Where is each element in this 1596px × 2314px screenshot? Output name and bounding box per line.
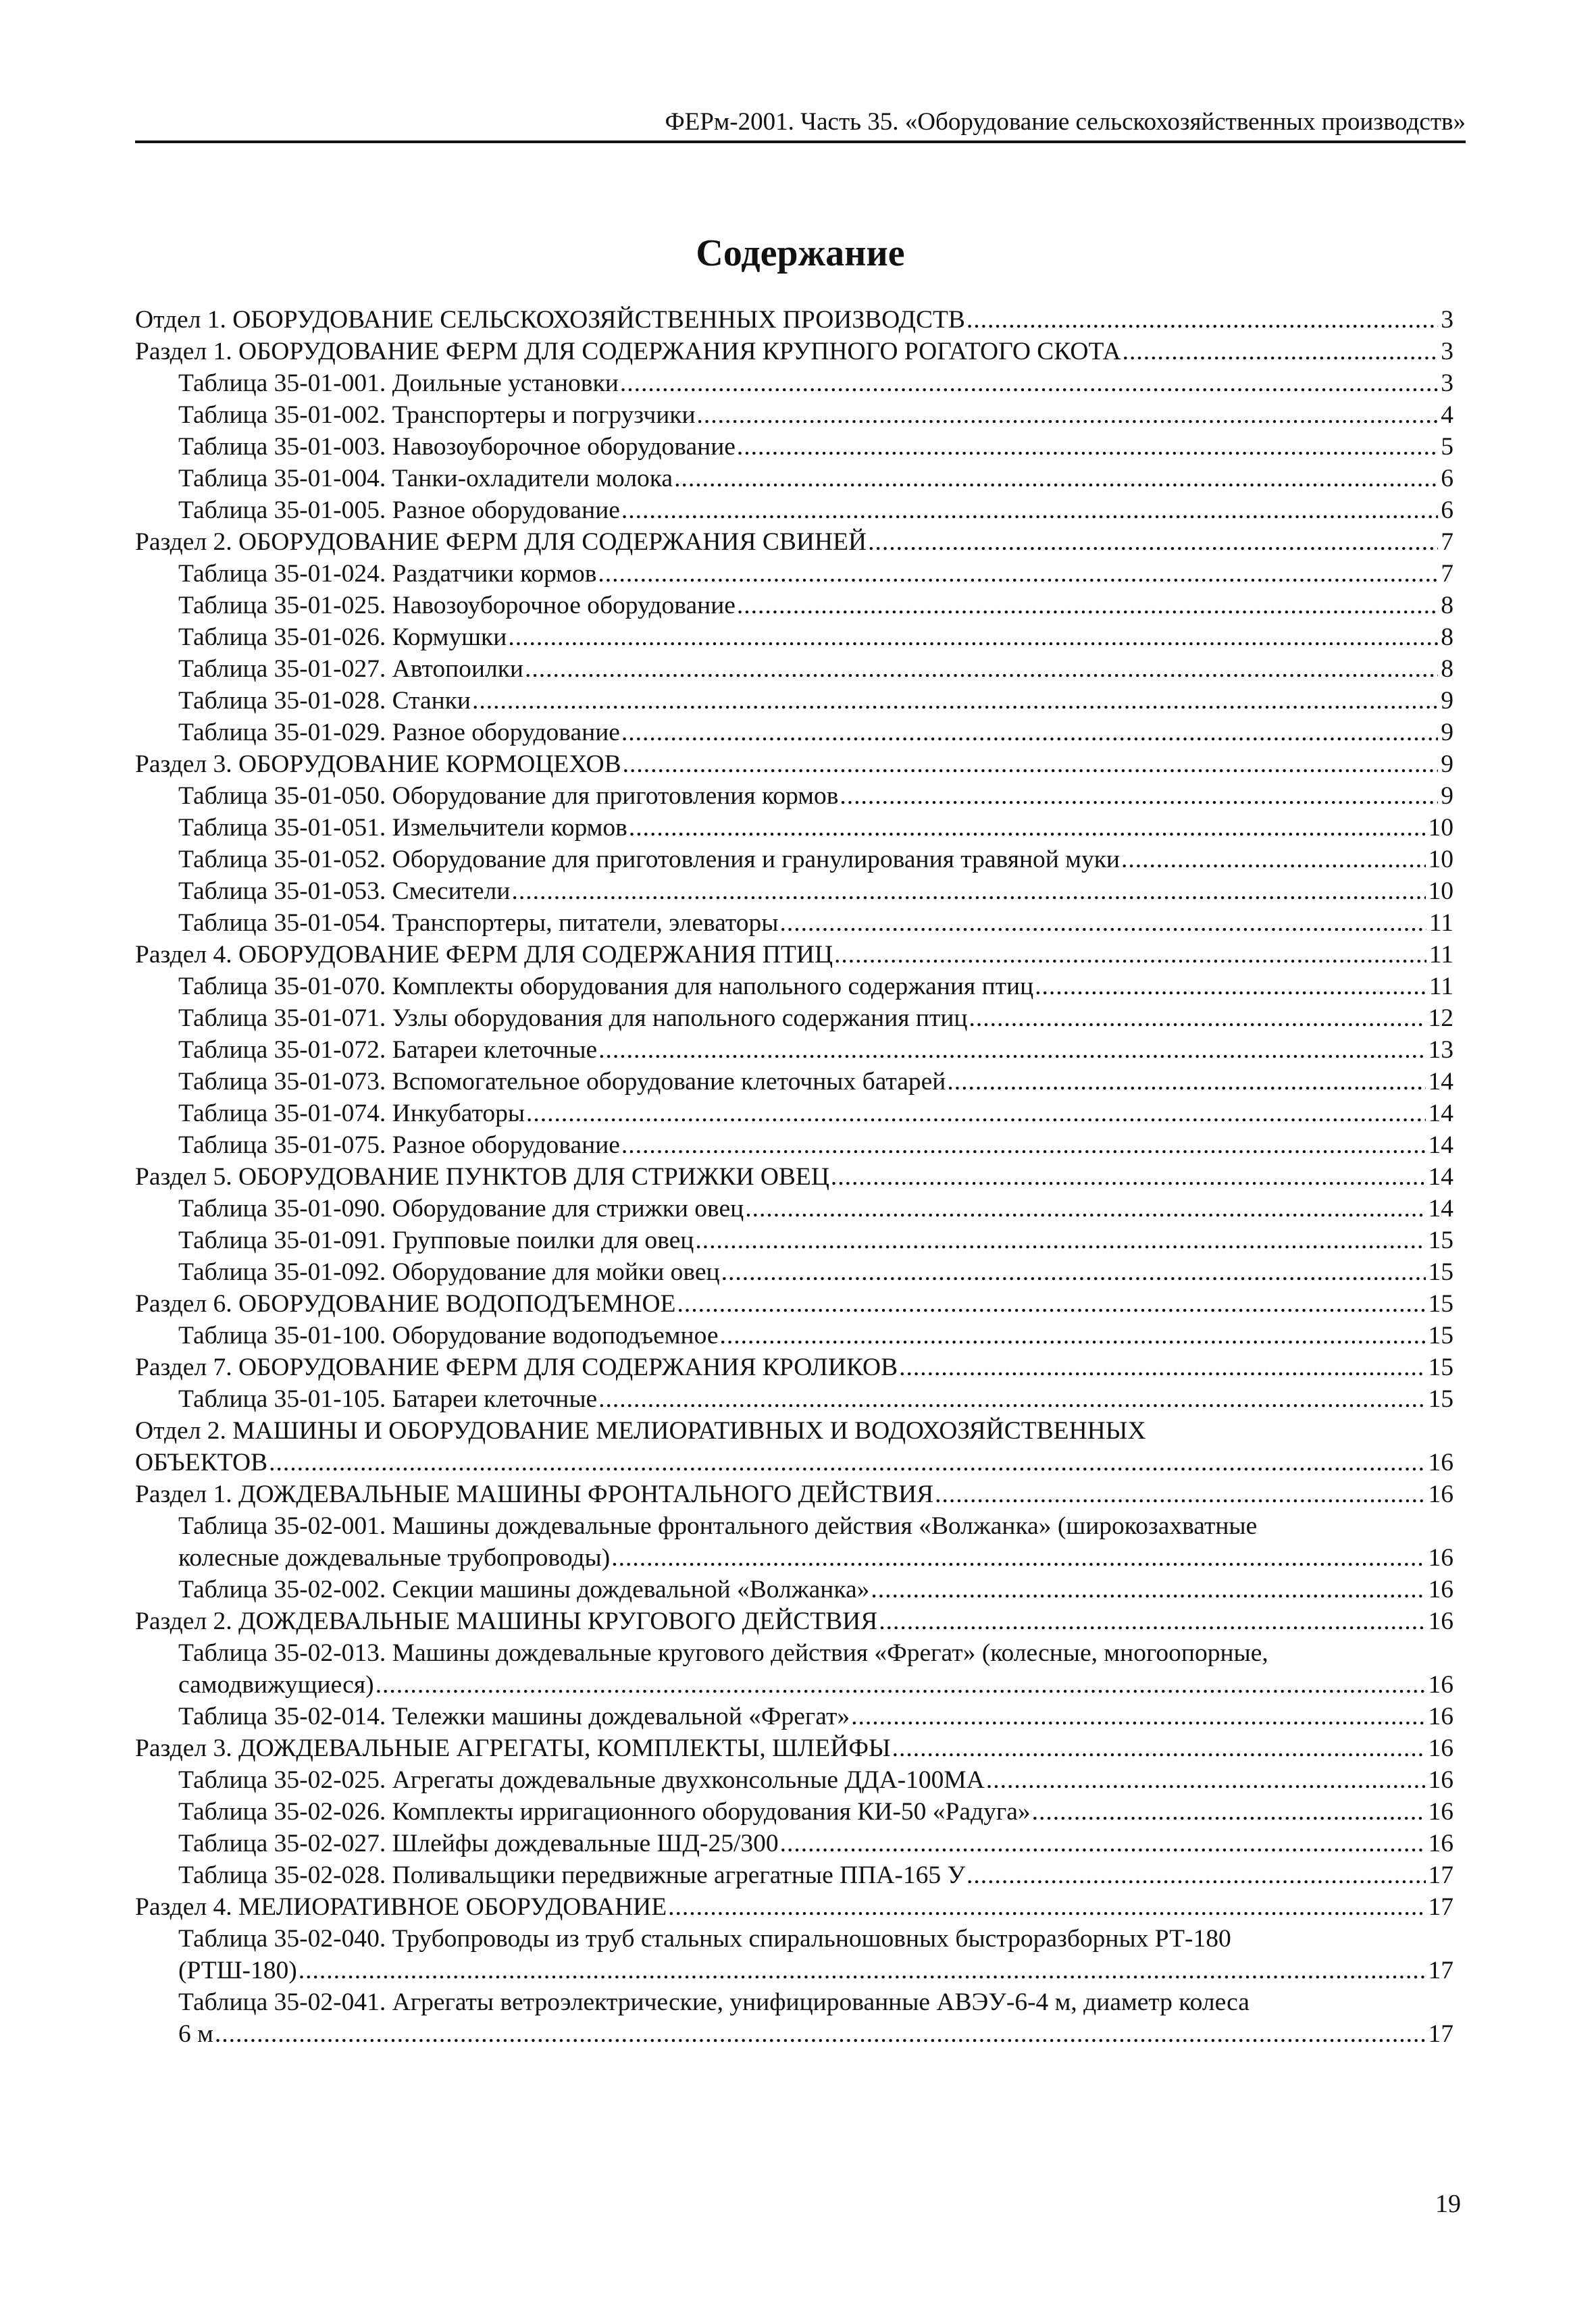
toc-entry[interactable] bbox=[135, 939, 1453, 971]
dot-leader bbox=[1032, 1796, 1426, 1828]
dot-leader bbox=[840, 780, 1438, 812]
toc-entry-continuation bbox=[178, 2018, 1453, 2050]
toc-entry-text: Таблица 35-01-100. Оборудование водоподъемное bbox=[178, 1322, 719, 1349]
toc-entry[interactable] bbox=[135, 1129, 1453, 1161]
toc-page-ref: 9 bbox=[1441, 750, 1453, 778]
toc-entry-text: Таблица 35-01-091. Групповые поилки для овец bbox=[178, 1227, 694, 1254]
toc-entry[interactable] bbox=[135, 717, 1453, 748]
toc-entry[interactable] bbox=[135, 1986, 1453, 2050]
toc-entry-text-continued: (РТШ-180) bbox=[178, 1957, 297, 1984]
dot-leader bbox=[899, 1352, 1425, 1383]
toc-entry[interactable] bbox=[135, 1859, 1453, 1891]
dot-leader bbox=[719, 1320, 1425, 1352]
dot-leader bbox=[695, 1225, 1425, 1256]
toc-page-ref: 7 bbox=[1441, 528, 1453, 556]
dot-leader bbox=[269, 1447, 1425, 1479]
toc-entry-text: Таблица 35-02-002. Секции машины дождевальной «Волжанка» bbox=[178, 1576, 870, 1603]
toc-entry-text: Таблица 35-02-026. Комплекты ирригационного оборудования КИ-50 «Радуга» bbox=[178, 1798, 1031, 1826]
toc-entry[interactable] bbox=[135, 558, 1453, 590]
toc-entry-text: Раздел 3. ДОЖДЕВАЛЬНЫЕ АГРЕГАТЫ, КОМПЛЕКТЫ, ШЛЕЙФЫ bbox=[135, 1734, 891, 1762]
toc-entry-text: Таблица 35-01-105. Батареи клеточные bbox=[178, 1385, 598, 1413]
dot-leader bbox=[598, 1383, 1425, 1415]
toc-entry[interactable] bbox=[135, 431, 1453, 463]
toc-entry-text: Таблица 35-01-050. Оборудование для приготовления кормов bbox=[178, 782, 839, 810]
page-title: Содержание bbox=[696, 232, 905, 274]
toc-entry[interactable] bbox=[135, 1891, 1453, 1923]
toc-entry-text: Раздел 2. ОБОРУДОВАНИЕ ФЕРМ ДЛЯ СОДЕРЖАНИЯ СВИНЕЙ bbox=[135, 528, 867, 556]
toc-entry[interactable] bbox=[135, 1352, 1453, 1383]
toc-entry-text-continued: самодвижущиеся) bbox=[178, 1671, 374, 1699]
toc-page-ref: 3 bbox=[1441, 369, 1453, 397]
toc-page-ref: 16 bbox=[1428, 1481, 1453, 1508]
dot-leader bbox=[935, 1479, 1425, 1510]
dot-leader bbox=[668, 1891, 1425, 1923]
toc-page-ref: 9 bbox=[1441, 687, 1453, 715]
toc-page-ref: 6 bbox=[1441, 496, 1453, 524]
toc-entry[interactable] bbox=[135, 780, 1453, 812]
toc-entry[interactable] bbox=[135, 1764, 1453, 1796]
toc-page-ref: 14 bbox=[1428, 1131, 1453, 1159]
toc-page-ref: 16 bbox=[1428, 1798, 1453, 1826]
dot-leader bbox=[1035, 971, 1426, 1002]
dot-leader bbox=[780, 1828, 1426, 1859]
toc-page-ref: 11 bbox=[1428, 909, 1453, 937]
dot-leader bbox=[508, 621, 1438, 653]
dot-leader bbox=[868, 526, 1438, 558]
toc-entry-text: Раздел 7. ОБОРУДОВАНИЕ ФЕРМ ДЛЯ СОДЕРЖАНИЯ КРОЛИКОВ bbox=[135, 1354, 898, 1381]
toc-page-ref: 16 bbox=[1428, 1703, 1453, 1730]
toc-entry-text: Таблица 35-01-072. Батареи клеточные bbox=[178, 1036, 598, 1064]
toc-entry[interactable] bbox=[135, 1701, 1453, 1732]
dot-leader bbox=[621, 1129, 1426, 1161]
toc-entry-text: Таблица 35-02-028. Поливальщики передвижные агрегатные ППА-165 У bbox=[178, 1861, 966, 1889]
toc-entry[interactable] bbox=[135, 1034, 1453, 1066]
dot-leader bbox=[629, 812, 1426, 844]
toc-entry[interactable] bbox=[135, 1161, 1453, 1193]
toc-page-ref: 7 bbox=[1441, 560, 1453, 588]
toc-page-ref: 3 bbox=[1441, 338, 1453, 365]
dot-leader bbox=[967, 1859, 1425, 1891]
toc-entry[interactable] bbox=[135, 1510, 1453, 1574]
toc-entry-text: Таблица 35-01-075. Разное оборудование bbox=[178, 1131, 620, 1159]
toc-entry-text: Таблица 35-01-051. Измельчители кормов bbox=[178, 814, 627, 842]
toc-page-ref: 13 bbox=[1428, 1036, 1453, 1064]
dot-leader bbox=[611, 1542, 1425, 1574]
toc-entry[interactable] bbox=[135, 1098, 1453, 1129]
toc-page-ref: 15 bbox=[1428, 1322, 1453, 1349]
dot-leader bbox=[892, 1732, 1426, 1764]
toc-page-ref: 16 bbox=[1428, 1576, 1453, 1603]
toc-entry-text: Таблица 35-01-004. Танки-охладители молока bbox=[178, 465, 673, 492]
dot-leader bbox=[620, 367, 1438, 399]
dot-leader bbox=[674, 463, 1438, 494]
toc-entry-text: Таблица 35-01-027. Автопоилки bbox=[178, 655, 523, 683]
toc-entry-text: Таблица 35-01-002. Транспортеры и погрузчики bbox=[178, 401, 696, 429]
toc-entry-text: Таблица 35-02-001. Машины дождевальные фронтального действия «Волжанка» (широкозахватные bbox=[178, 1512, 1258, 1540]
toc-entry-continuation bbox=[178, 1955, 1453, 1986]
toc-page-ref: 16 bbox=[1428, 1544, 1453, 1572]
toc-entry[interactable] bbox=[135, 1320, 1453, 1352]
toc-entry[interactable] bbox=[135, 844, 1453, 875]
dot-leader bbox=[526, 1098, 1425, 1129]
toc-page-ref: 9 bbox=[1441, 782, 1453, 810]
dot-leader bbox=[986, 1764, 1426, 1796]
toc-entry-text: Раздел 5. ОБОРУДОВАНИЕ ПУНКТОВ ДЛЯ СТРИЖКИ ОВЕЦ bbox=[135, 1163, 829, 1191]
toc-entry-text: Раздел 1. ОБОРУДОВАНИЕ ФЕРМ ДЛЯ СОДЕРЖАНИЯ КРУПНОГО РОГАТОГО СКОТА bbox=[135, 338, 1121, 365]
dot-leader bbox=[879, 1605, 1425, 1637]
toc-entry-text: Таблица 35-01-090. Оборудование для стрижки овец bbox=[178, 1195, 744, 1223]
toc-entry[interactable] bbox=[135, 1288, 1453, 1320]
toc-page-ref: 16 bbox=[1428, 1734, 1453, 1762]
toc-entry-text-continued: 6 м bbox=[178, 2020, 213, 2048]
toc-entry-text: Таблица 35-02-014. Тележки машины дождевальной «Фрегат» bbox=[178, 1703, 850, 1730]
toc-page-ref: 14 bbox=[1428, 1068, 1453, 1096]
toc-entry[interactable] bbox=[135, 494, 1453, 526]
toc-page-ref: 15 bbox=[1428, 1385, 1453, 1413]
toc-page-ref: 17 bbox=[1428, 2020, 1453, 2048]
dot-leader bbox=[1123, 336, 1439, 367]
dot-leader bbox=[598, 1034, 1425, 1066]
toc-page-ref: 11 bbox=[1428, 941, 1453, 969]
toc-page-ref: 4 bbox=[1441, 401, 1453, 429]
toc-page-ref: 5 bbox=[1441, 433, 1453, 461]
toc-entry-text: Таблица 35-01-073. Вспомогательное оборудование клеточных батарей bbox=[178, 1068, 946, 1096]
toc-page-ref: 16 bbox=[1428, 1449, 1453, 1476]
toc-entry-text: Таблица 35-02-027. Шлейфы дождевальные ШД-25/300 bbox=[178, 1830, 779, 1857]
toc-entry[interactable] bbox=[135, 1828, 1453, 1859]
toc-entry[interactable] bbox=[135, 1605, 1453, 1637]
toc-entry-text: Таблица 35-01-074. Инкубаторы bbox=[178, 1100, 525, 1127]
toc-entry-text: Таблица 35-01-070. Комплекты оборудования для напольного содержания птиц bbox=[178, 973, 1034, 1000]
toc-entry[interactable] bbox=[135, 1574, 1453, 1605]
toc-entry[interactable] bbox=[135, 812, 1453, 844]
toc-entry[interactable] bbox=[135, 1193, 1453, 1225]
toc-page-ref: 10 bbox=[1428, 814, 1453, 842]
toc-page-ref: 15 bbox=[1428, 1258, 1453, 1286]
toc-entry[interactable] bbox=[135, 748, 1453, 780]
toc-entry[interactable] bbox=[135, 1415, 1453, 1479]
toc-entry[interactable] bbox=[135, 336, 1453, 367]
toc-entry-text: Таблица 35-01-053. Смесители bbox=[178, 877, 511, 905]
dot-leader bbox=[831, 1161, 1426, 1193]
toc-entry-text: Таблица 35-01-028. Станки bbox=[178, 687, 471, 715]
toc-entry-text: Таблица 35-01-029. Разное оборудование bbox=[178, 719, 620, 746]
dot-leader bbox=[745, 1193, 1425, 1225]
toc-page-ref: 8 bbox=[1441, 655, 1453, 683]
toc-entry-text: Таблица 35-01-024. Раздатчики кормов bbox=[178, 560, 597, 588]
toc-entry[interactable] bbox=[135, 1383, 1453, 1415]
dot-leader bbox=[737, 590, 1438, 621]
toc-page-ref: 17 bbox=[1428, 1893, 1453, 1921]
dot-leader bbox=[511, 875, 1425, 907]
dot-leader bbox=[967, 304, 1438, 336]
toc-entry-text: Таблица 35-01-052. Оборудование для приготовления и гранулирования травяной муки bbox=[178, 846, 1121, 873]
toc-page-ref: 8 bbox=[1441, 623, 1453, 651]
dot-leader bbox=[623, 748, 1439, 780]
toc-page-ref: 14 bbox=[1428, 1163, 1453, 1191]
toc-entry-text: Таблица 35-02-025. Агрегаты дождевальные двухконсольные ДДА-100МА bbox=[178, 1766, 985, 1794]
toc-page-ref: 12 bbox=[1428, 1004, 1453, 1032]
dot-leader bbox=[737, 431, 1438, 463]
dot-leader bbox=[472, 685, 1438, 717]
toc-entry-continuation bbox=[178, 1669, 1453, 1701]
toc-entry[interactable] bbox=[135, 1066, 1453, 1098]
toc-page-ref: 9 bbox=[1441, 719, 1453, 746]
dot-leader bbox=[969, 1002, 1426, 1034]
toc-entry-text: Отдел 1. ОБОРУДОВАНИЕ СЕЛЬСКОХОЗЯЙСТВЕННЫХ ПРОИЗВОДСТВ bbox=[135, 306, 965, 334]
toc-entry[interactable] bbox=[135, 1732, 1453, 1764]
toc-page-ref: 16 bbox=[1428, 1671, 1453, 1699]
toc-entry-continuation bbox=[178, 1542, 1453, 1574]
toc-entry[interactable] bbox=[135, 1923, 1453, 1986]
toc-page-ref: 10 bbox=[1428, 877, 1453, 905]
toc-page-ref: 6 bbox=[1441, 465, 1453, 492]
dot-leader bbox=[834, 939, 1426, 971]
toc-page-ref: 17 bbox=[1428, 1861, 1453, 1889]
toc-entry-text: Раздел 2. ДОЖДЕВАЛЬНЫЕ МАШИНЫ КРУГОВОГО ДЕЙСТВИЯ bbox=[135, 1608, 878, 1635]
toc-entry-text-continued: колесные дождевальные трубопроводы) bbox=[178, 1544, 611, 1572]
toc-entry-text: Раздел 3. ОБОРУДОВАНИЕ КОРМОЦЕХОВ bbox=[135, 750, 621, 778]
dot-leader bbox=[697, 399, 1439, 431]
toc-entry-text: Таблица 35-01-003. Навозоуборочное оборудование bbox=[178, 433, 736, 461]
header-rule bbox=[135, 140, 1466, 143]
toc-entry-text: Таблица 35-01-092. Оборудование для мойки овец bbox=[178, 1258, 720, 1286]
toc-entry-text: Таблица 35-01-054. Транспортеры, питатели, элеваторы bbox=[178, 909, 779, 937]
toc-entry[interactable] bbox=[135, 526, 1453, 558]
toc-entry-text-continued: ОБЪЕКТОВ bbox=[135, 1449, 268, 1476]
toc-page-ref: 16 bbox=[1428, 1608, 1453, 1635]
toc-page-ref: 14 bbox=[1428, 1100, 1453, 1127]
dot-leader bbox=[779, 907, 1426, 939]
toc-entry-text: Таблица 35-01-071. Узлы оборудования для напольного содержания птиц bbox=[178, 1004, 968, 1032]
dot-leader bbox=[525, 653, 1438, 685]
toc-entry-text: Отдел 2. МАШИНЫ И ОБОРУДОВАНИЕ МЕЛИОРАТИВНЫХ И ВОДОХОЗЯЙСТВЕННЫХ bbox=[135, 1417, 1146, 1445]
toc-entry[interactable] bbox=[135, 1225, 1453, 1256]
toc-entry-text: Таблица 35-02-013. Машины дождевальные кругового действия «Фрегат» (колесные, многоопорные, bbox=[178, 1639, 1268, 1667]
toc-entry-text: Таблица 35-02-041. Агрегаты ветроэлектрические, унифицированные АВЭУ-6-4 м, диаметр колеса bbox=[178, 1988, 1250, 2016]
running-header: ФЕРм-2001. Часть 35. «Оборудование сельскохозяйственных производств» bbox=[665, 108, 1466, 136]
toc-entry[interactable] bbox=[135, 875, 1453, 907]
dot-leader bbox=[871, 1574, 1425, 1605]
page-number: 19 bbox=[1435, 2190, 1461, 2218]
toc-entry-text: Таблица 35-02-040. Трубопроводы из труб стальных спиральношовных быстроразборных РТ-180 bbox=[178, 1925, 1231, 1953]
toc-entry-text: Раздел 4. МЕЛИОРАТИВНОЕ ОБОРУДОВАНИЕ bbox=[135, 1893, 667, 1921]
toc-entry[interactable] bbox=[135, 653, 1453, 685]
toc-page-ref: 10 bbox=[1428, 846, 1453, 873]
dot-leader bbox=[621, 717, 1438, 748]
toc-page-ref: 8 bbox=[1441, 592, 1453, 619]
toc-page-ref: 17 bbox=[1428, 1957, 1453, 1984]
toc-page-ref: 16 bbox=[1428, 1830, 1453, 1857]
toc-page-ref: 15 bbox=[1428, 1354, 1453, 1381]
toc-entry-text: Раздел 6. ОБОРУДОВАНИЕ ВОДОПОДЪЕМНОЕ bbox=[135, 1290, 676, 1318]
toc-entry[interactable] bbox=[135, 1637, 1453, 1701]
toc-entry-text: Таблица 35-01-026. Кормушки bbox=[178, 623, 507, 651]
toc-entry[interactable] bbox=[135, 1256, 1453, 1288]
dot-leader bbox=[299, 1955, 1426, 1986]
dot-leader bbox=[677, 1288, 1425, 1320]
toc-entry[interactable] bbox=[135, 590, 1453, 621]
toc-entry-text: Таблица 35-01-005. Разное оборудование bbox=[178, 496, 620, 524]
toc-page-ref: 16 bbox=[1428, 1766, 1453, 1794]
toc-entry[interactable] bbox=[135, 1796, 1453, 1828]
toc-page-ref: 15 bbox=[1428, 1290, 1453, 1318]
toc-entry[interactable] bbox=[135, 1479, 1453, 1510]
dot-leader bbox=[1121, 844, 1425, 875]
toc-page-ref: 15 bbox=[1428, 1227, 1453, 1254]
dot-leader bbox=[215, 2018, 1426, 2050]
dot-leader bbox=[947, 1066, 1425, 1098]
toc-entry-text: Раздел 4. ОБОРУДОВАНИЕ ФЕРМ ДЛЯ СОДЕРЖАНИЯ ПТИЦ bbox=[135, 941, 833, 969]
dot-leader bbox=[376, 1669, 1426, 1701]
toc-entry-text: Таблица 35-01-001. Доильные установки bbox=[178, 369, 619, 397]
toc-entry[interactable] bbox=[135, 367, 1453, 399]
dot-leader bbox=[621, 494, 1438, 526]
toc-page-ref: 3 bbox=[1441, 306, 1453, 334]
table-of-contents bbox=[135, 304, 1453, 2050]
toc-entry[interactable] bbox=[135, 463, 1453, 494]
toc-entry[interactable] bbox=[135, 685, 1453, 717]
toc-entry[interactable] bbox=[135, 304, 1453, 336]
toc-entry[interactable] bbox=[135, 621, 1453, 653]
toc-entry-continuation bbox=[135, 1447, 1453, 1479]
toc-entry-text: Таблица 35-01-025. Навозоуборочное оборудование bbox=[178, 592, 736, 619]
toc-entry[interactable] bbox=[135, 1002, 1453, 1034]
toc-entry-text: Раздел 1. ДОЖДЕВАЛЬНЫЕ МАШИНЫ ФРОНТАЛЬНОГО ДЕЙСТВИЯ bbox=[135, 1481, 934, 1508]
dot-leader bbox=[721, 1256, 1426, 1288]
toc-entry[interactable] bbox=[135, 399, 1453, 431]
toc-page-ref: 14 bbox=[1428, 1195, 1453, 1223]
toc-page-ref: 11 bbox=[1428, 973, 1453, 1000]
toc-entry[interactable] bbox=[135, 971, 1453, 1002]
toc-entry[interactable] bbox=[135, 907, 1453, 939]
dot-leader bbox=[598, 558, 1438, 590]
dot-leader bbox=[851, 1701, 1425, 1732]
